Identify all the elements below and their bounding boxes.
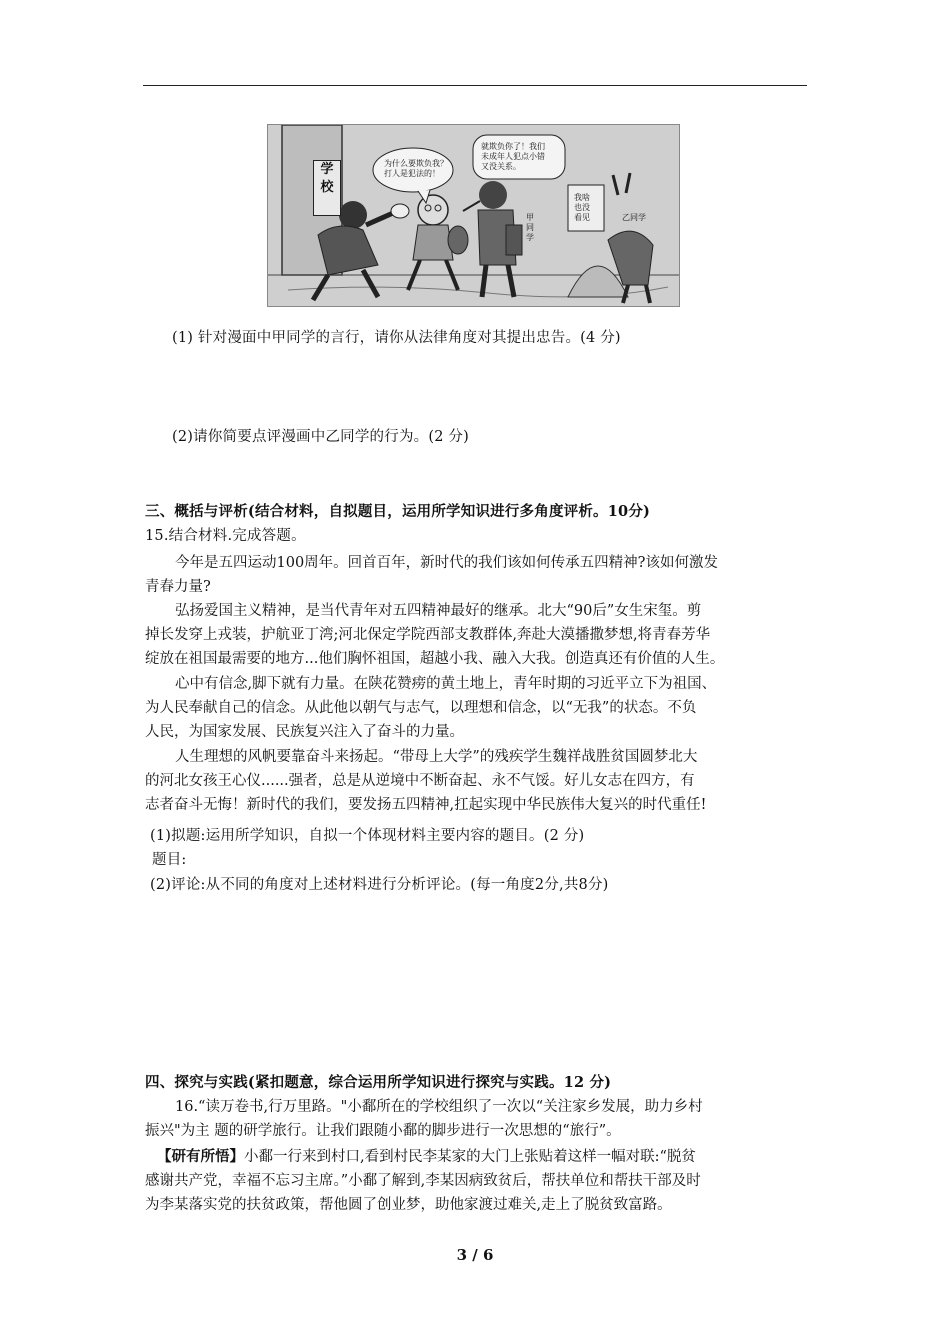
student-b-label: 乙同学: [622, 213, 646, 222]
q15-paragraph-4: 人生理想的风帆要靠奋斗来扬起。“带母上大学”的残疾学生魏祥战胜贫国圆梦北大 的河北女孩王心仪......强者，总是从逆境中不断奋起、永不气馁。好儿女志在四方，有 志者奋斗无悔！新时代的我们，要发扬五四精神,扛起实现中华民族伟大复兴的时代重任!: [145, 749, 707, 813]
q15-part1: (1)拟题:运用所学知识，自拟一个体现材料主要内容的题目。(2 分): [150, 828, 585, 844]
cartoon-illustration: [267, 124, 680, 307]
student-b-speech-bubble: 我啥 也没 看见: [574, 193, 590, 222]
q14-part2: (2)请你简要点评漫画中乙同学的行为。(2 分): [172, 429, 469, 445]
student-a-label: 甲 同 学: [526, 213, 534, 242]
section3-heading: 三、概括与评析(结合材料，自拟题目，运用所学知识进行多角度评析。10分): [145, 503, 651, 520]
q15-title-label: 题目:: [152, 852, 187, 868]
page-number: 3 / 6: [456, 1246, 494, 1264]
q15-paragraph-1: 今年是五四运动100周年。回首百年，新时代的我们该如何传承五四精神?该如何激发 青春力量?: [145, 555, 718, 595]
q15-paragraph-2: 弘扬爱国主义精神，是当代青年对五四精神最好的继承。北大“90后”女生宋玺。剪 掉长发穿上戎装，护航亚丁湾;河北保定学院西部支教群体,奔赴大漠播撒梦想,将青春芳华 绽放在祖国最需要的地方...他们胸怀祖国，超越小我、融入大我。创造真还有价值的人生。: [145, 603, 725, 667]
q14-part1: (1) 针对漫面中甲同学的言行，请你从法律角度对其提出忠告。(4 分): [172, 330, 621, 346]
research-tag: 【研有所悟】: [157, 1148, 244, 1165]
school-sign: 学 校: [313, 160, 341, 216]
section4-heading: 四、探究与实践(紧扣题意，综合运用所学知识进行探究与实践。12 分): [145, 1074, 612, 1091]
q16-research-paragraph: 【研有所悟】小鄱一行来到村口,看到村民李某家的大门上张贴着这样一幅对联:“脱贫 感谢共产党，幸福不忘习主席。”小鄱了解到,李某因病致贫后，帮扶单位和帮扶干部及时 为李某落实党的扶贫政策，帮他圆了创业梦，助他家渡过难关,走上了脱贫致富路。: [145, 1148, 701, 1213]
header-rule: [143, 85, 807, 86]
victim-speech-bubble: 为什么要欺负我？ 打人是犯法的！: [384, 159, 448, 178]
q15-intro: 15.结合材料.完成答题。: [145, 528, 306, 544]
student-a-speech-bubble: 就欺负你了！我们 未成年人犯点小错 又没关系。: [481, 142, 545, 171]
q15-part2: (2)评论:从不同的角度对上述材料进行分析评论。(每一角度2分,共8分): [150, 877, 609, 893]
q15-paragraph-3: 心中有信念,脚下就有力量。在陕花赞痨的黄土地上，青年时期的习近平立下为祖国、 为人民奉献自己的信念。从此他以朝气与志气，以理想和信念，以“无我”的状态。不负 人民，为国家发展、民族复兴注入了奋斗的力量。: [145, 676, 717, 740]
q16-intro: 16.“读万卷书,行万里路。"小鄱所在的学校组织了一次以“关注家乡发展，助力乡村 振兴"为主 题的研学旅行。让我们跟随小鄱的脚步进行一次思想的“旅行”。: [145, 1099, 703, 1139]
